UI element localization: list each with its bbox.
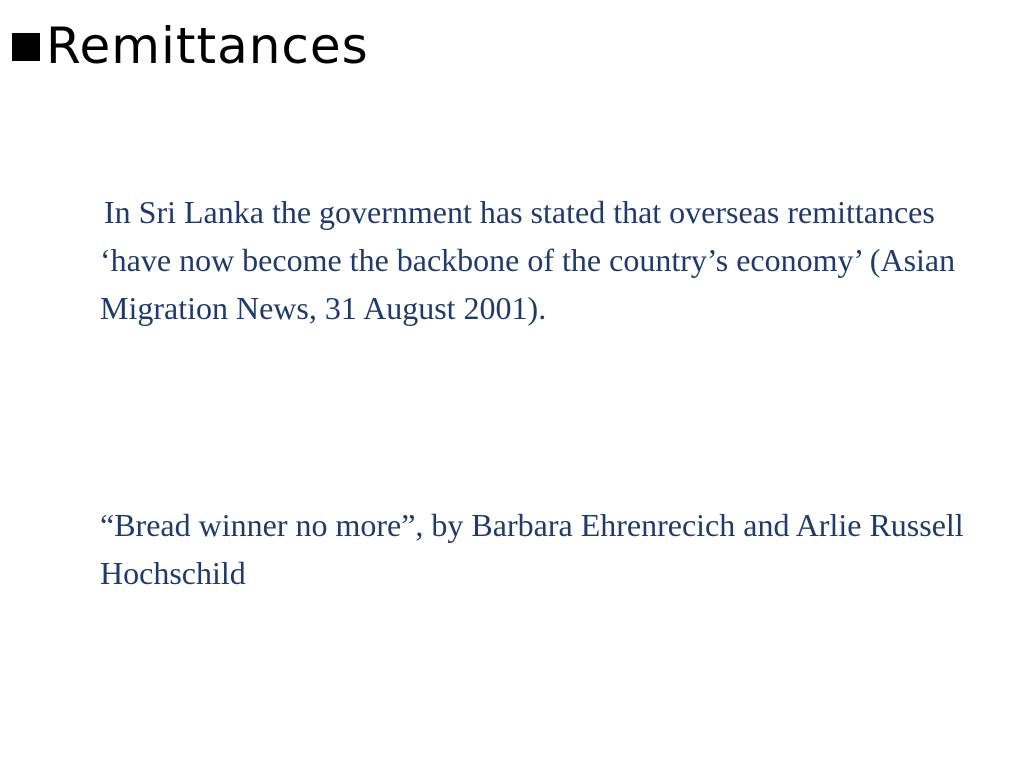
body-paragraph-remittances-quote: In Sri Lanka the government has stated that overseas remittances ‘have now become the backbone of the country’s economy’ (Asian Migration News, 31 August 2001). xyxy=(100,194,956,326)
square-bullet-icon xyxy=(12,33,40,61)
body-paragraph-citation: “Bread winner no more”, by Barbara Ehrenrecich and Arlie Russell Hochschild xyxy=(100,507,964,591)
slide-title-row xyxy=(12,14,369,78)
slide-title: Remittances xyxy=(46,17,369,75)
